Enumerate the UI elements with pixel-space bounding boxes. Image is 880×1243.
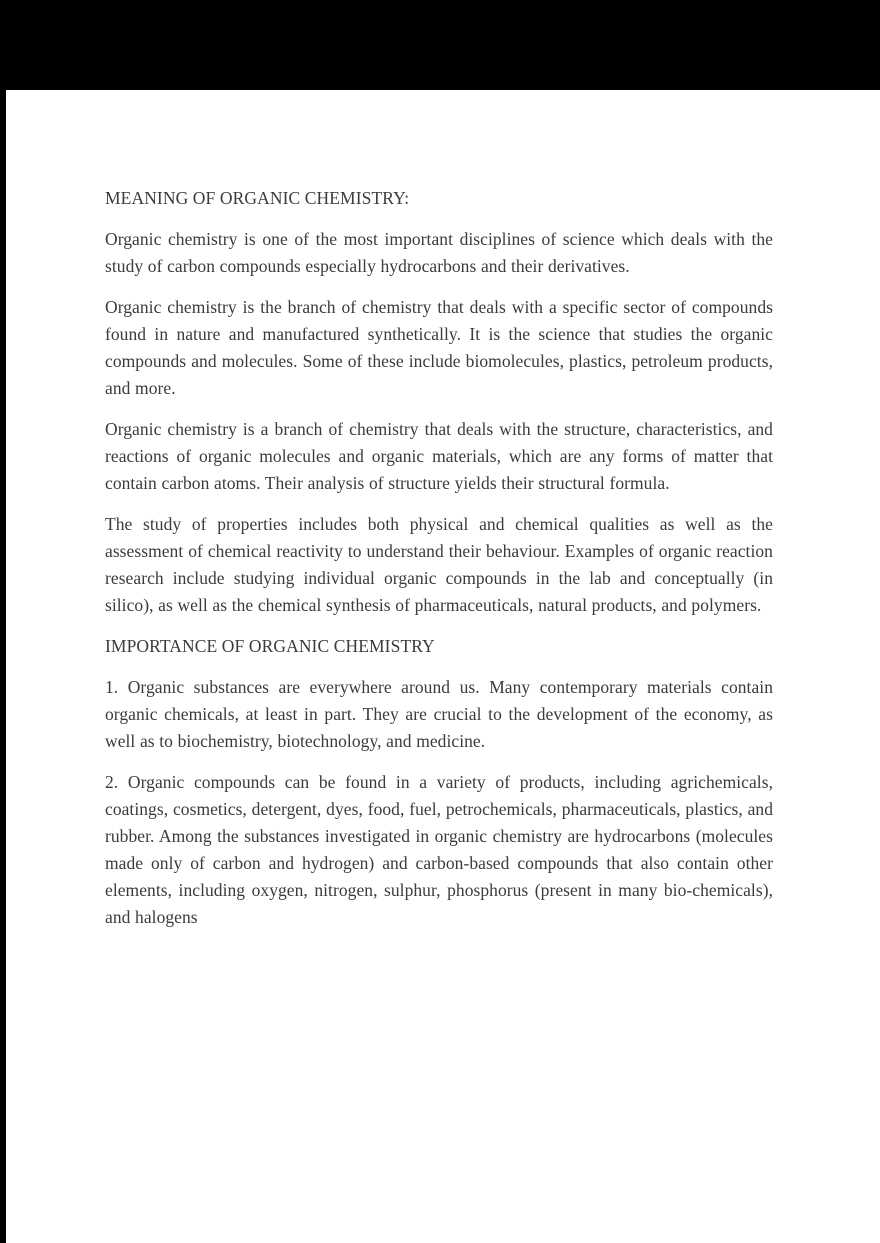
paragraph: Organic chemistry is a branch of chemistry that deals with the structure, characteristics, and reactions of organic molecules and organic materials, which are any forms of matter that contain carbon atoms. Their analysis of structure yields their structural formula. (105, 419, 773, 493)
paragraph: Organic chemistry is one of the most important disciplines of science which deals with the study of carbon compounds especially hydrocarbons and their derivatives. (105, 229, 773, 276)
section-heading-importance-of-organic-chemistry: IMPORTANCE OF ORGANIC CHEMISTRY (105, 636, 435, 656)
document-page (6, 90, 880, 1243)
numbered-paragraph-1: 1. Organic substances are everywhere around us. Many contemporary materials contain organic chemicals, at least in part. They are crucial to the development of the economy, as well as to biochemistry, biotechnology, and medicine. (105, 677, 773, 751)
document-text-column (105, 185, 773, 931)
numbered-paragraph-2: 2. Organic compounds can be found in a variety of products, including agrichemicals, coatings, cosmetics, detergent, dyes, food, fuel, petrochemicals, pharmaceuticals, plastics, and rubber. Among the substances investigated in organic chemistry are hydrocarbons (molecules made only of carbon and hydrogen) and carbon-based compounds that also contain other elements, including oxygen, nitrogen, sulphur, phosphorus (present in many bio-chemicals), and halogens (105, 772, 773, 927)
section-heading-meaning-of-organic-chemistry: MEANING OF ORGANIC CHEMISTRY: (105, 188, 410, 208)
paragraph: The study of properties includes both physical and chemical qualities as well as the assessment of chemical reactivity to understand their behaviour. Examples of organic reaction research include studying individual organic compounds in the lab and conceptually (in silico), as well as the chemical synthesis of pharmaceuticals, natural products, and polymers. (105, 514, 773, 615)
paragraph: Organic chemistry is the branch of chemistry that deals with a specific sector of compounds found in nature and manufactured synthetically. It is the science that studies the organic compounds and molecules. Some of these include biomolecules, plastics, petroleum products, and more. (105, 297, 773, 398)
top-letterbox-bar (0, 0, 880, 90)
